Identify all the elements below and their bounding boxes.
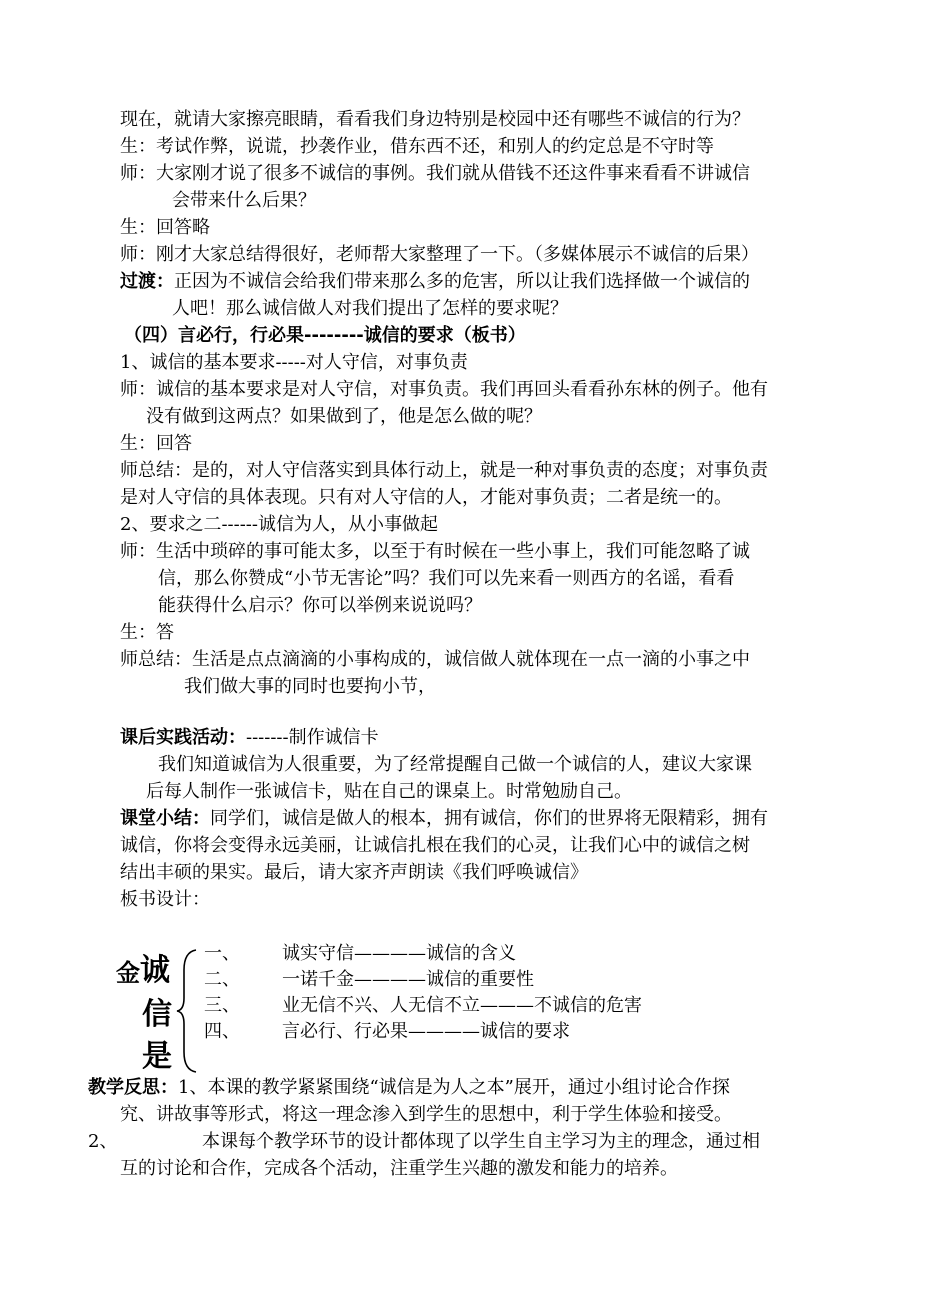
brace-icon: [176, 948, 200, 1074]
text-line: 我们做大事的同时也要拘小节，: [184, 676, 436, 697]
text-line: 师：生活中琐碎的事可能太多，以至于有时候在一些小事上，我们可能忽略了诚: [120, 541, 750, 562]
board-item: 二、 一诺千金————诚信的重要性: [204, 969, 534, 990]
text-line: 会带来什么后果？: [172, 190, 316, 211]
text-line: 人吧！那么诚信做人对我们提出了怎样的要求呢？: [172, 298, 568, 319]
text-line: 师：刚才大家总结得很好，老师帮大家整理了一下。（多媒体展示不诚信的后果）: [120, 244, 759, 265]
text-line: 课后实践活动：-------制作诚信卡: [120, 727, 379, 748]
board-item: 四、 言必行、行必果————诚信的要求: [204, 1021, 570, 1042]
text-line: 生：回答略: [120, 217, 210, 238]
text-line: 现在，就请大家擦亮眼睛，看看我们身边特别是校园中还有哪些不诚信的行为？: [120, 109, 750, 130]
text-line: 过渡：正因为不诚信会给我们带来那么多的危害，所以让我们选择做一个诚信的: [120, 271, 750, 292]
board-title-char: 诚: [140, 953, 170, 988]
reflection-line: 本课每个教学环节的设计都体现了以学生自主学习为主的理念，通过相: [202, 1131, 760, 1152]
text-line: 后每人制作一张诚信卡，贴在自己的课桌上。时常勉励自己。: [146, 781, 632, 802]
text-line: 生：回答: [120, 433, 192, 454]
reflection-number: 2、: [88, 1131, 118, 1152]
text-line: 师：大家刚才说了很多不诚信的事例。我们就从借钱不还这件事来看看不讲诚信: [120, 163, 750, 184]
text-line: 生：答: [120, 622, 174, 643]
text-line: 师总结：是的，对人守信落实到具体行动上，就是一种对事负责的态度；对事负责: [120, 460, 768, 481]
board-title-char: 金: [116, 959, 140, 987]
board-title-char: 是: [142, 1039, 172, 1074]
text-line: 2、要求之二------诚信为人，从小事做起: [120, 514, 438, 535]
reflection-line: 教学反思：1、本课的教学紧紧围绕“诚信是为人之本”展开，通过小组讨论合作探: [88, 1077, 730, 1098]
text-line: 结出丰硕的果实。最后，请大家齐声朗读《我们呼唤诚信》: [120, 862, 588, 883]
text-line: 师总结：生活是点点滴滴的小事构成的，诚信做人就体现在一点一滴的小事之中: [120, 649, 750, 670]
text-line: 生：考试作弊，说谎，抄袭作业，借东西不还，和别人的约定总是不守时等: [120, 136, 714, 157]
text-line: 没有做到这两点？如果做到了，他是怎么做的呢？: [146, 406, 542, 427]
board-item: 一、 诚实守信————诚信的含义: [204, 943, 516, 964]
text-line: 能获得什么启示？你可以举例来说说吗？: [158, 595, 482, 616]
board-title-char: 信: [142, 997, 172, 1032]
section-heading: （四）言必行，行必果--------诚信的要求（板书）: [124, 325, 526, 346]
text-line: 师：诚信的基本要求是对人守信，对事负责。我们再回头看看孙东林的例子。他有: [120, 379, 768, 400]
reflection-line: 互的讨论和合作，完成各个活动，注重学生兴趣的激发和能力的培养。: [120, 1158, 678, 1179]
reflection-line: 究、讲故事等形式，将这一理念渗入到学生的思想中，利于学生体验和接受。: [120, 1104, 732, 1125]
text-line: 1、诚信的基本要求-----对人守信，对事负责: [120, 352, 468, 373]
board-item: 三、 业无信不兴、人无信不立———不诚信的危害: [204, 995, 642, 1016]
text-line: 课堂小结：同学们，诚信是做人的根本，拥有诚信，你们的世界将无限精彩，拥有: [120, 808, 768, 829]
text-line: 板书设计：: [120, 889, 210, 910]
text-line: 诚信，你将会变得永远美丽，让诚信扎根在我们的心灵，让我们心中的诚信之树: [120, 835, 750, 856]
text-line: 信，那么你赞成“小节无害论”吗？我们可以先来看一则西方的名谣，看看: [158, 568, 735, 589]
text-line: 是对人守信的具体表现。只有对人守信的人，才能对事负责；二者是统一的。: [120, 487, 732, 508]
text-line: 我们知道诚信为人很重要，为了经常提醒自己做一个诚信的人，建议大家课: [158, 754, 752, 775]
